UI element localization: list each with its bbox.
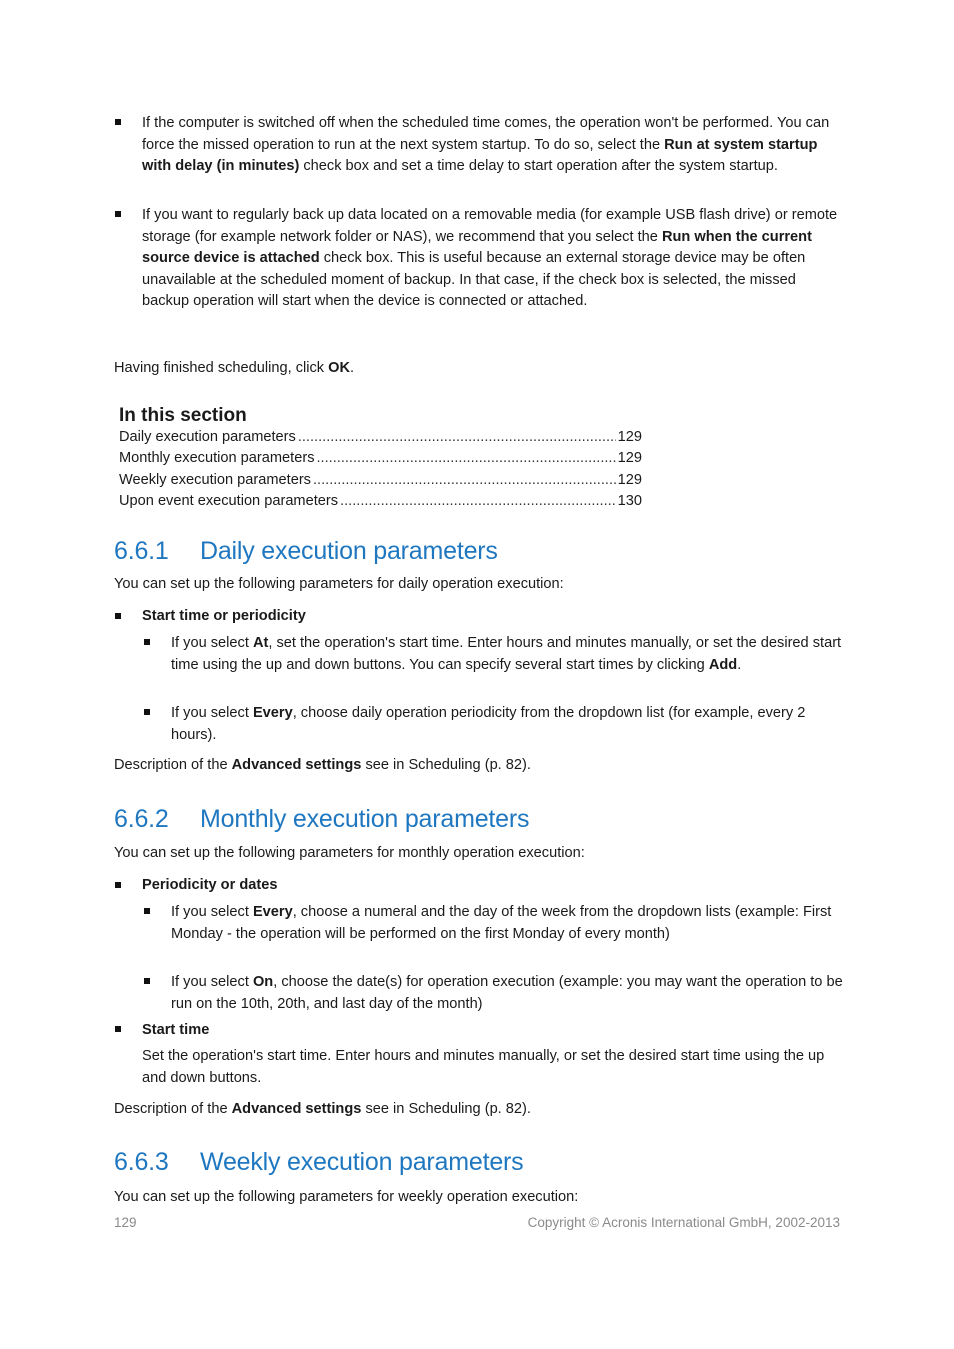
toc-entry-weekly[interactable]: Weekly execution parameters ..... 129: [119, 470, 642, 492]
bullet-marker: [115, 613, 121, 619]
bullet-item: If you want to regularly back up data located on a removable media (for example USB flash drive) or remote storage (for example network folder or NAS), we recommend that you select the Run when the current source device is attached check box. This is useful because an external storage device may be often unavailable at the scheduled moment of backup. In that case, if the check box is selected, the missed backup operation will start when the device is connected or attached.: [142, 207, 838, 309]
section-heading-monthly: 6.6.2 Monthly execution parameters: [114, 805, 530, 833]
sub-bullet-item: If you select Every, choose daily operation periodicity from the dropdown list (for example, every 2 hours).: [171, 705, 806, 743]
advanced-settings-ref: Description of the Advanced settings see in Scheduling (p. 82).: [114, 757, 531, 773]
section-intro: You can set up the following parameters for monthly operation execution:: [114, 845, 585, 861]
page-number: 129: [114, 1215, 137, 1230]
toc-title: In this section: [119, 405, 247, 426]
section-heading-weekly: 6.6.3 Weekly execution parameters: [114, 1148, 524, 1176]
bullet-marker: [144, 978, 150, 984]
toc-entry-daily[interactable]: Daily execution parameters ..... 129: [119, 427, 642, 449]
sub-bullet-item: If you select On, choose the date(s) for operation execution (example: you may want the operation to be run on the 10th, 20th, and last day of the month): [171, 974, 843, 1012]
copyright: Copyright © Acronis International GmbH, 2002-2013: [527, 1215, 840, 1230]
bullet-item-title: Periodicity or dates: [142, 877, 278, 893]
bullet-item-body: Set the operation's start time. Enter hours and minutes manually, or set the desired start time using the up and down buttons.: [142, 1048, 825, 1086]
bullet-item: If the computer is switched off when the scheduled time comes, the operation won't be performed. You can force the missed operation to run at the next system startup. To do so, select the Run at system startup with delay (in minutes) check box and set a time delay to start operation after the system startup.: [142, 115, 830, 174]
toc-entry-monthly[interactable]: Monthly execution parameters ..... 129: [119, 448, 642, 470]
bullet-marker: [115, 119, 121, 125]
bullet-item-title: Start time: [142, 1022, 210, 1038]
section-intro: You can set up the following parameters for weekly operation execution:: [114, 1189, 579, 1205]
bullet-item-title: Start time or periodicity: [142, 608, 306, 624]
toc-entry-upon-event[interactable]: Upon event execution parameters ..... 130: [119, 491, 642, 513]
sub-bullet-item: If you select Every, choose a numeral and the day of the week from the dropdown lists (example: First Monday - the operation will be performed on the first Monday of every month): [171, 904, 832, 942]
section-intro: You can set up the following parameters for daily operation execution:: [114, 576, 564, 592]
bullet-marker: [144, 639, 150, 645]
sub-bullet-item: If you select At, set the operation's start time. Enter hours and minutes manually, or set the desired start time using the up and down buttons. You can specify several start times by clicking Add.: [171, 635, 842, 673]
bullet-marker: [144, 709, 150, 715]
advanced-settings-ref: Description of the Advanced settings see in Scheduling (p. 82).: [114, 1101, 531, 1117]
bullet-marker: [115, 211, 121, 217]
bullet-marker: [115, 882, 121, 888]
bullet-marker: [144, 908, 150, 914]
finish-paragraph: Having finished scheduling, click OK.: [114, 360, 355, 376]
bullet-marker: [115, 1026, 121, 1032]
section-heading-daily: 6.6.1 Daily execution parameters: [114, 537, 498, 565]
